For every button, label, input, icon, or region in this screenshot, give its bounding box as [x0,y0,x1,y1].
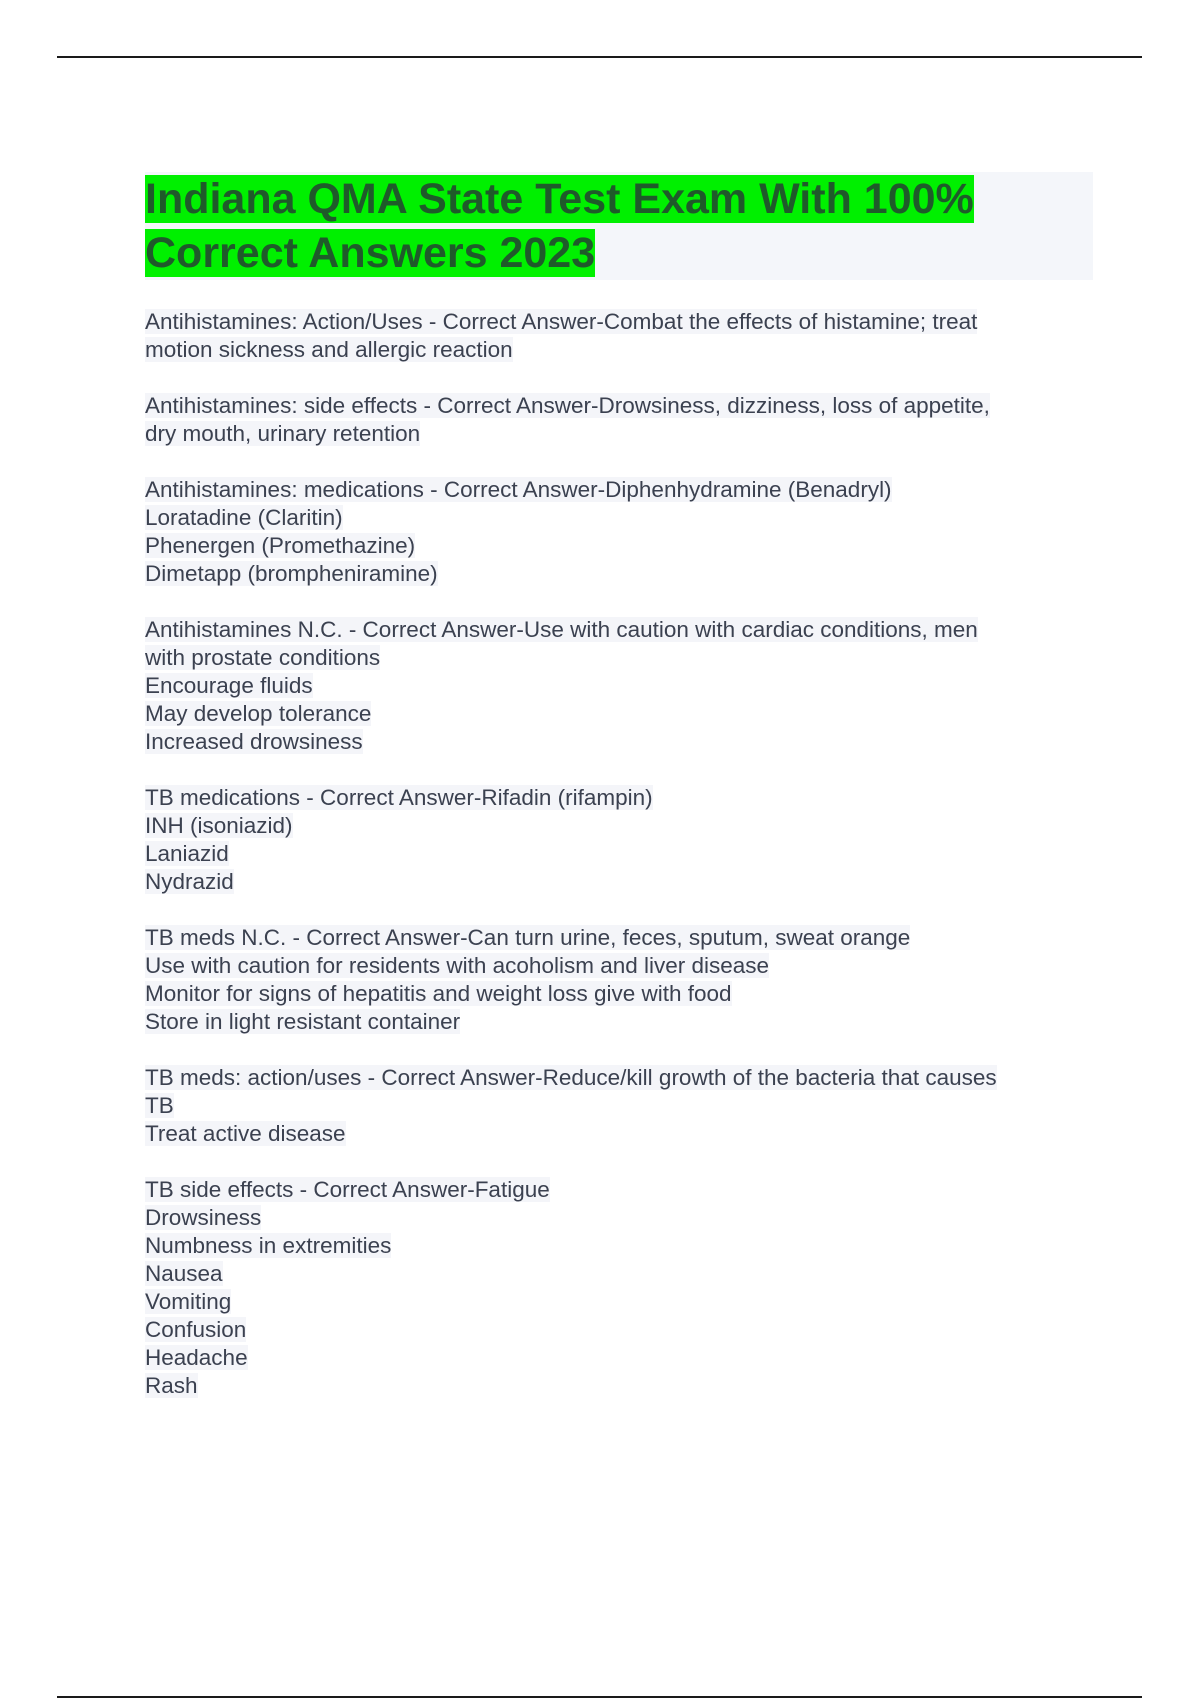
qa-line: Use with caution for residents with acoholism and liver disease [145,953,770,978]
qa-line: Loratadine (Claritin) [145,505,343,530]
qa-entry [145,476,1095,588]
qa-line: Store in light resistant container [145,1009,461,1034]
qa-line: Antihistamines: side effects - Correct Answer-Drowsiness, dizziness, loss of appetite, [145,393,990,418]
document-body [145,172,1095,1428]
qa-line: INH (isoniazid) [145,813,293,838]
qa-entry [145,924,1095,1036]
qa-line: Numbness in extremities [145,1233,392,1258]
qa-line: Treat active disease [145,1121,346,1146]
qa-entry [145,784,1095,896]
qa-line: TB [145,1093,174,1118]
qa-line: with prostate conditions [145,645,381,670]
qa-line: TB meds N.C. - Correct Answer-Can turn urine, feces, sputum, sweat orange [145,925,911,950]
qa-line: Nausea [145,1261,223,1286]
qa-line: Phenergen (Promethazine) [145,533,416,558]
qa-line: Rash [145,1373,198,1398]
top-rule [57,56,1142,58]
qa-line: Drowsiness [145,1205,262,1230]
qa-line: Increased drowsiness [145,729,363,754]
qa-line: Antihistamines: medications - Correct Answer-Diphenhydramine (Benadryl) [145,477,892,502]
qa-entry [145,1064,1095,1148]
qa-line: TB meds: action/uses - Correct Answer-Reduce/kill growth of the bacteria that causes [145,1065,997,1090]
qa-list [145,308,1095,1400]
document-title [145,172,1093,280]
qa-line: Monitor for signs of hepatitis and weight loss give with food [145,981,732,1006]
qa-entry [145,616,1095,756]
qa-line: Dimetapp (brompheniramine) [145,561,438,586]
qa-line: Antihistamines: Action/Uses - Correct Answer-Combat the effects of histamine; treat [145,309,978,334]
qa-entry [145,392,1095,448]
qa-line: Nydrazid [145,869,234,894]
qa-line: Encourage fluids [145,673,313,698]
qa-line: May develop tolerance [145,701,372,726]
qa-line: Headache [145,1345,248,1370]
qa-entry [145,1176,1095,1400]
qa-line: dry mouth, urinary retention [145,421,421,446]
qa-line: Antihistamines N.C. - Correct Answer-Use with caution with cardiac conditions, men [145,617,978,642]
qa-line: Laniazid [145,841,229,866]
title-line-2: Correct Answers 2023 [145,229,596,277]
qa-line: motion sickness and allergic reaction [145,337,513,362]
qa-line: Vomiting [145,1289,232,1314]
title-block [145,172,1093,280]
qa-line: Confusion [145,1317,247,1342]
qa-line: TB medications - Correct Answer-Rifadin (rifampin) [145,785,653,810]
bottom-rule [57,1696,1142,1698]
title-line-1: Indiana QMA State Test Exam With 100% [145,175,974,223]
qa-line: TB side effects - Correct Answer-Fatigue [145,1177,550,1202]
qa-entry [145,308,1095,364]
